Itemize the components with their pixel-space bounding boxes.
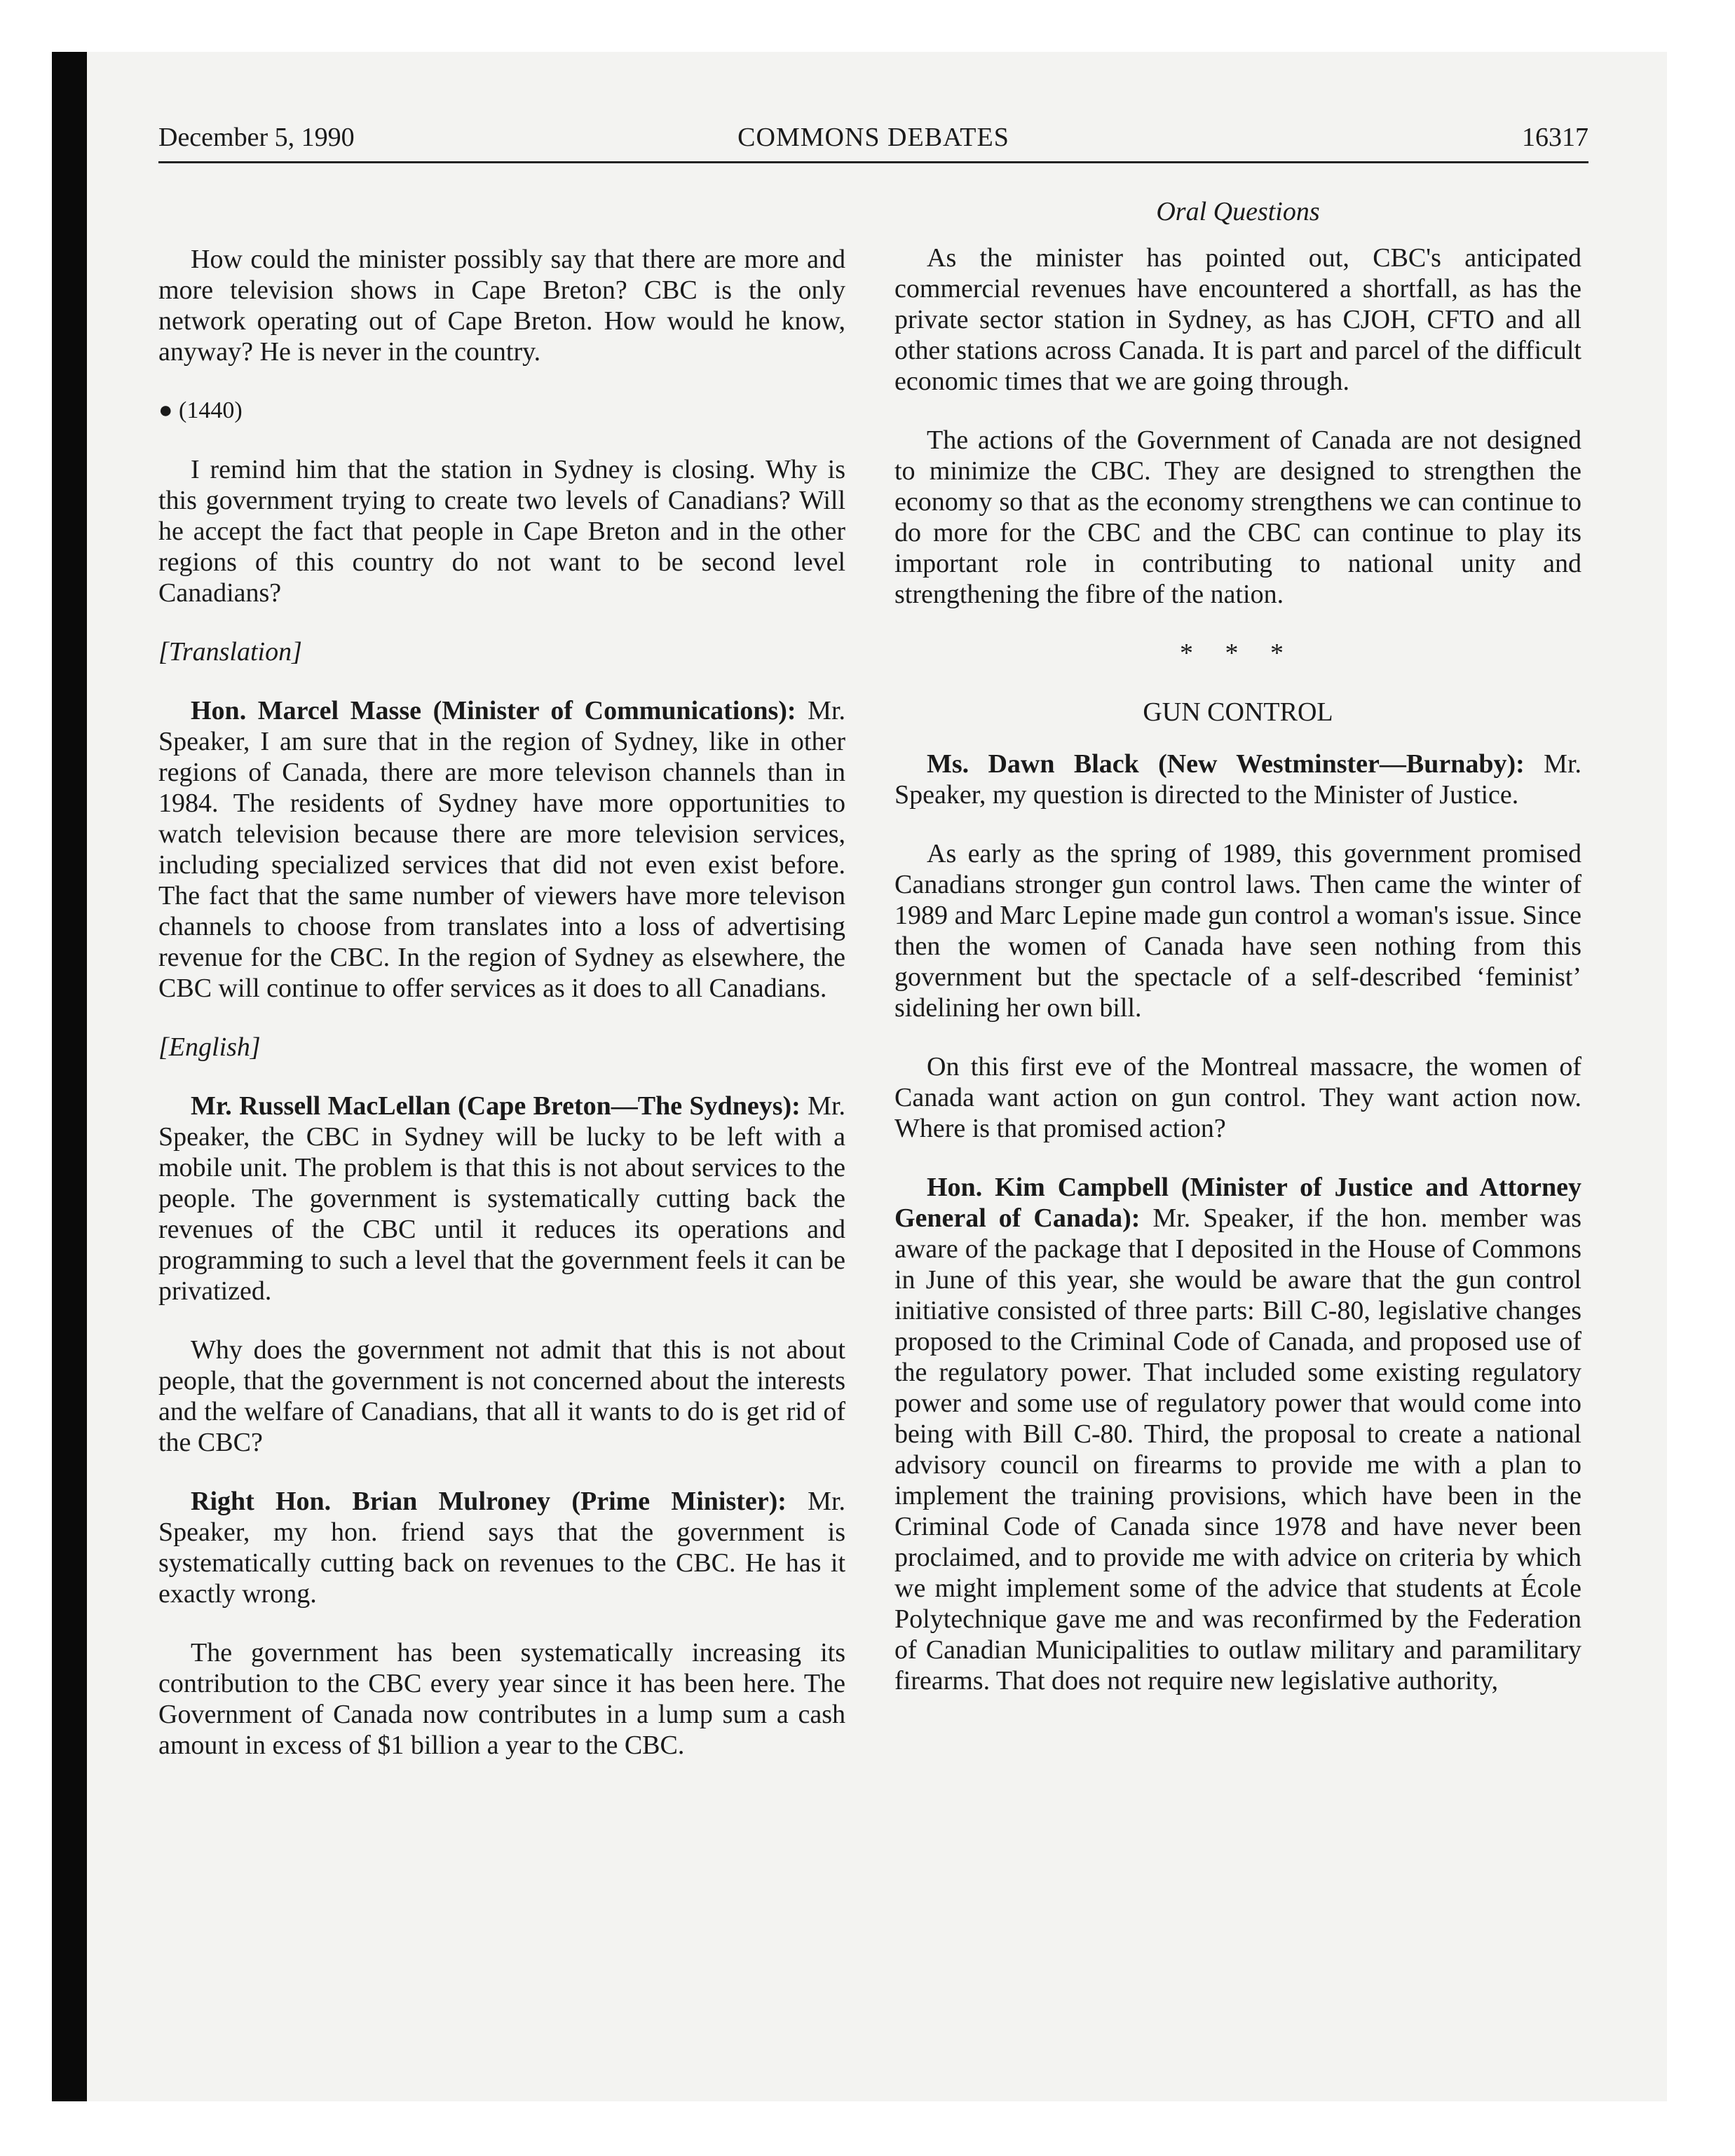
speech-text: Mr. Speaker, I am sure that in the region of Sydney, like in other regions of Canada, there are more televison channels than in 1984. The residents of Sydney have more opportunities to watch television because there are more television services, including specialized services that did not even exist before. The fact that the same number of viewers have more televison channels to choose from translates into a loss of advertising revenue for the CBC. In the region of Sydney as elsewhere, the CBC will continue to offer services as it does to all Canadians. (158, 696, 846, 1003)
header-title: COMMONS DEBATES (737, 123, 1009, 152)
right-column (894, 196, 1581, 1724)
speaker-name: Ms. Dawn Black (New Westminster—Burnaby): (927, 749, 1525, 779)
header-date: December 5, 1990 (158, 123, 355, 152)
paragraph: Why does the government not admit that this is not about people, that the government is not concerned about the interests and the welfare of Canadians, that all it wants to do is get rid of the CBC? (158, 1335, 845, 1457)
language-marker: [English] (158, 1032, 261, 1062)
speaker-name: Right Hon. Brian Mulroney (Prime Minister): (191, 1487, 787, 1516)
speech (894, 1172, 1581, 1696)
bullet-icon: ● (158, 397, 173, 423)
speech-text: Mr. Speaker, my hon. friend says that the government is systematically cutting back on revenues to the CBC. He has it exactly wrong. (158, 1487, 846, 1609)
page-header (158, 118, 1588, 163)
paragraph: The actions of the Government of Canada are not designed to minimize the CBC. They are designed to strengthen the economy so that as the economy strengthens we can continue to do more for the CBC and the CBC can continue to play its important role in contributing to national unity and strengthening the fibre of the nation. (894, 425, 1581, 609)
language-label: Translation (168, 637, 292, 667)
speech (158, 695, 845, 1004)
binding-edge (52, 52, 87, 2101)
speech (158, 1091, 845, 1306)
paragraph: On this first eve of the Montreal massacre, the women of Canada want action on gun control. They want action now. Where is that promised action? (894, 1052, 1581, 1143)
language-marker: [Translation] (158, 637, 302, 667)
section-heading: GUN CONTROL (1143, 697, 1333, 727)
speech-text: Mr. Speaker, my question is directed to the Minister of Justice. (894, 749, 1582, 810)
paragraph: As the minister has pointed out, CBC's anticipated commercial revenues have encountered a shortfall, as has the private sector station in Sydney, as has CJOH, CFTO and all other stations across Canada. It is part and parcel of the difficult economic times that we are going through. (894, 243, 1581, 396)
running-head: Oral Questions (1156, 197, 1320, 226)
speech (894, 749, 1581, 810)
time-stamp: (1440) (179, 397, 243, 423)
speaker-name: Hon. Marcel Masse (Minister of Communications): (191, 696, 796, 725)
paragraph: How could the minister possibly say that there are more and more television shows in Cape Breton? CBC is the only network operating out of Cape Breton. How would he know, anyway? He is never in the country. (158, 245, 845, 367)
header-page-number: 16317 (1522, 123, 1588, 152)
paragraph: I remind him that the station in Sydney is closing. Why is this government trying to create two levels of Canadians? Will he accept the fact that people in Cape Breton and in the other regions of this country do not want to be second level Canadians? (158, 455, 845, 608)
speech (158, 1486, 845, 1609)
time-marker (158, 395, 845, 426)
left-column (158, 244, 845, 1789)
speech-text: Mr. Speaker, if the hon. member was aware of the package that I deposited in the House of Commons in June of this year, she would be aware that the gun control initiative consisted of three parts: Bill C-80, legislative changes proposed to the Criminal Code of Canada, and proposed use of the regulatory power. That included some existing regulatory power and some use of regulatory power that would come into being with Bill C-80. Third, the proposal to create a national advisory council on firearms to provide me with a plan to implement the training provisions, which have been in the Criminal Code of Canada since 1978 and have never been proclaimed, and to provide me with advice on criteria by which we might implement some of the advice that students at École Polytechnique gave me and was reconfirmed by the Federation of Canadian Municipalities to outlaw military and paramilitary firearms. That does not require new legislative authority, (894, 1203, 1581, 1696)
section-separator: * * * (1180, 639, 1296, 668)
speech-text: Mr. Speaker, the CBC in Sydney will be lucky to be left with a mobile unit. The problem is that this is not about services to the people. The government is systematically cutting back the revenues of the CBC until it reduces its operations and programming to such a level that the government feels it can be privatized. (158, 1091, 846, 1306)
speaker-name: Hon. Kim Campbell (Minister of Justice and Attorney General of Canada): (894, 1173, 1581, 1233)
speaker-name: Mr. Russell MacLellan (Cape Breton—The Sydneys): (191, 1091, 801, 1121)
language-label: English (168, 1032, 250, 1062)
paragraph: The government has been systematically increasing its contribution to the CBC every year since it has been here. The Government of Canada now contributes in a lump sum a cash amount in excess of $1 billion a year to the CBC. (158, 1638, 845, 1760)
paragraph: As early as the spring of 1989, this government promised Canadians stronger gun control laws. Then came the winter of 1989 and Marc Lepine made gun control a woman's issue. Since then the women of Canada have seen nothing from this government but the spectacle of a self-described ‘feminist’ sidelining her own bill. (894, 839, 1581, 1023)
